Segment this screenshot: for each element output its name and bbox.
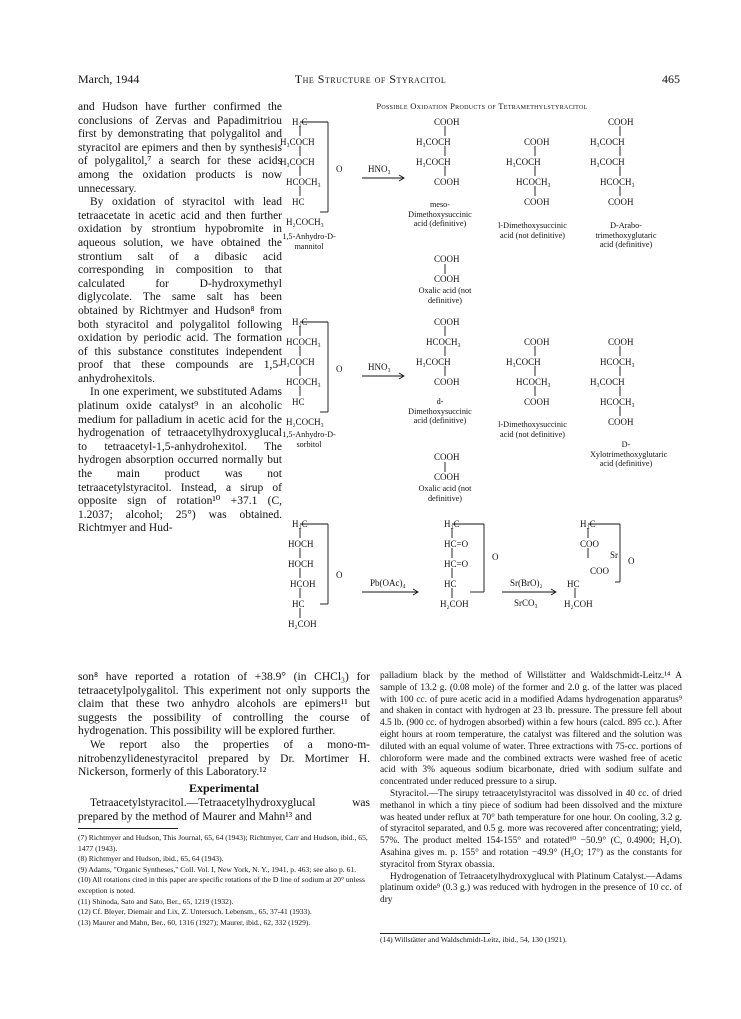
svg-text:COO: COO xyxy=(590,566,610,576)
footnote: (12) Cf. Bleyer, Diemair and Lix, Z. Untersuch. Lebensm., 65, 37-41 (1933). xyxy=(78,907,312,917)
svg-text:HC=O: HC=O xyxy=(444,559,469,569)
svg-text:HCOCH₃: HCOCH₃ xyxy=(286,337,321,347)
svg-text:H₃COCH: H₃COCH xyxy=(506,357,541,367)
svg-text:O: O xyxy=(628,556,635,566)
compound-label: meso-Dimethoxysuccinic acid (definitive) xyxy=(408,200,472,228)
svg-text:H₂C: H₂C xyxy=(292,519,308,529)
paragraph: Styracitol.—The sirupy tetraacetylstyracitol was dissolved in 40 cc. of dried methanol in which a tiny piece of sodium had been dissolved and the mixture was heated under reflux at 70° bath temperature for one hour. On cooling, 3.2 g. of styracitol separated, and 0.5 g. more was recovered after concentrating; yield, 57%. The product melted 154-155° and rotated¹⁰ −50.9° (C, 0.4900; H₂O). Asahina gives m. p. 155° and rotation −49.9° (H₂O; 17°) as the constants for styracitol from Styrax obassia. xyxy=(380,788,682,870)
svg-text:COOH: COOH xyxy=(434,472,460,482)
svg-text:HCOCH₃: HCOCH₃ xyxy=(516,377,551,387)
svg-text:H₂C: H₂C xyxy=(292,117,308,127)
svg-text:COOH: COOH xyxy=(524,197,550,207)
compound-label: l-Dimethoxysuccinic acid (not definitive) xyxy=(498,420,567,439)
svg-text:HC: HC xyxy=(444,579,457,589)
svg-text:COOH: COOH xyxy=(434,254,460,264)
footnote-rule xyxy=(78,828,178,829)
svg-text:H₃COCH: H₃COCH xyxy=(590,377,625,387)
running-header-title: The Structure of Styracitol xyxy=(294,72,447,86)
svg-text:COOH: COOH xyxy=(608,337,634,347)
svg-text:H₃COCH: H₃COCH xyxy=(590,157,625,167)
running-header-date: March, 1944 xyxy=(78,72,140,86)
footnote: (14) Willstätter and Waldschmidt-Leitz, ibid., 54, 130 (1921). xyxy=(380,935,567,944)
svg-text:HC: HC xyxy=(292,197,305,207)
paragraph: In one experiment, we substituted Adams platinum oxide catalyst⁹ in an alcoholic medium for palladium in acetic acid for the hydrogenation of tetraacetylhydroxyglucal to tetraacetyl-1,5-anhydrohexitol. The hydrogen absorption occurred normally but the main product was not tetraacetylstyracitol. Instead, a sirup of opposite sign of rotation¹⁰ +37.1 (C, 1.2037; alcohol; 25°) was obtained. Richtmyer and Hud- xyxy=(78,386,282,535)
reagent-label: SrCO₃ xyxy=(514,598,538,608)
paragraph: Hydrogenation of Tetraacetylhydroxyglucal with Platinum Catalyst.—Adams platinum oxide⁹ (0.3 g.) was reduced with hydrogen in the presence of 10 cc. of dry xyxy=(380,871,682,906)
svg-text:HCOCH₃: HCOCH₃ xyxy=(426,337,461,347)
svg-text:H₃COCH: H₃COCH xyxy=(280,137,315,147)
footnote: (7) Richtmyer and Hudson, This Journal, 65, 64 (1943); Richtmyer, Carr and Hudson, ibid., 65, 1477 (1943). xyxy=(78,833,368,853)
svg-text:COOH: COOH xyxy=(434,117,460,127)
svg-text:H₃COCH: H₃COCH xyxy=(280,157,315,167)
svg-text:HCOH: HCOH xyxy=(290,579,316,589)
footnote: (13) Maurer and Mahn, Ber., 60, 1316 (1927); Maurer, ibid., 62, 332 (1929). xyxy=(78,917,311,927)
svg-text:H₂COCH₃: H₂COCH₃ xyxy=(286,417,324,427)
reagent-label: Sr(BrO)₂ xyxy=(510,578,543,588)
svg-text:H₃COCH: H₃COCH xyxy=(506,157,541,167)
footnote: (8) Richtmyer and Hudson, ibid., 65, 64 (1943). xyxy=(78,854,224,864)
paragraph: We report also the properties of a mono-m-nitrobenzylidenestyracitol prepared by Dr. Mortimer H. Nickerson, formerly of this Laboratory.¹² xyxy=(78,738,370,779)
svg-text:COO: COO xyxy=(580,539,600,549)
compound-label: Oxalic acid (not definitive) xyxy=(418,286,472,305)
paragraph: and Hudson have further confirmed the conclusions of Zervas and Papadimitriou first by demonstrating that polygalitol and styracitol are epimers and then by synthesis of polygalitol,⁷ a search for these acids among the oxidation products is now unnecessary. xyxy=(78,101,282,195)
svg-text:COOH: COOH xyxy=(524,137,550,147)
svg-text:COOH: COOH xyxy=(434,377,460,387)
svg-text:HCOCH₃: HCOCH₃ xyxy=(286,377,321,387)
svg-text:HCOCH₃: HCOCH₃ xyxy=(600,357,635,367)
right-body-text xyxy=(380,671,682,907)
svg-text:Sr: Sr xyxy=(610,550,619,560)
oxidation-scheme xyxy=(270,112,690,657)
svg-text:COOH: COOH xyxy=(608,417,634,427)
svg-text:HCOCH₃: HCOCH₃ xyxy=(600,177,635,187)
svg-text:HOCH: HOCH xyxy=(288,539,314,549)
compound-label: 1,5-Anhydro-D-mannitol xyxy=(282,232,336,251)
svg-text:O: O xyxy=(336,570,343,580)
svg-text:HCOCH₃: HCOCH₃ xyxy=(286,177,321,187)
compound-label: D-Arabo-trimethoxyglutaric acid (definitive) xyxy=(595,221,657,249)
svg-text:H₂C: H₂C xyxy=(444,519,460,529)
section-heading: Experimental xyxy=(189,780,259,795)
svg-text:HC: HC xyxy=(292,397,305,407)
paragraph: palladium black by the method of Willstätter and Waldschmidt-Leitz.¹⁴ A sample of 13.2 g. (0.08 mole) of the former and 2.0 g. of the latter was placed with 100 cc. of pure acetic acid in a modified Adams hydrogenation apparatus⁹ and shaken in contact with hydrogen at 23 lb. pressure. The pressure fell about 4.5 lb. (900 cc. of hydrogen absorbed) within a few hours (calcd. 895 cc.). After eight hours at room temperature, the catalyst was filtered and the solution was diluted with an equal volume of water. Three extractions with 75-cc. portions of chloroform were made and the combined extracts were washed free of acetic acid with 3% aqueous sodium bicarbonate, dried with sodium sulfate and concentrated under reduced pressure to a sirup. xyxy=(380,671,682,788)
svg-text:H₃COCH: H₃COCH xyxy=(416,357,451,367)
svg-text:HOCH: HOCH xyxy=(288,559,314,569)
svg-text:COOH: COOH xyxy=(434,452,460,462)
compound-label: l-Dimethoxysuccinic acid (not definitive) xyxy=(498,221,567,240)
compound-label: 1,5-Anhydro-D-sorbitol xyxy=(282,430,336,449)
paragraph: By oxidation of styracitol with lead tetraacetate in acetic acid and then further oxidation by strontium hypobromite in aqueous solution, we have obtained the strontium salt of a dibasic acid corresponding in composition to that calculated for D-hydroxymethyl diglycolate. The same salt has been obtained by Richtmyer and Hudson⁸ from both styracitol and polygalitol following oxidation by periodic acid. The formation of this substance constitutes independent proof that these compounds are 1,5-anhydrohexitols. xyxy=(78,196,282,385)
svg-text:H₃COCH: H₃COCH xyxy=(590,137,625,147)
footnote: (10) All rotations cited in this paper are specific rotations of the D line of sodium at 20° unless exception is noted. xyxy=(78,875,365,895)
svg-text:H₂COH: H₂COH xyxy=(564,599,593,609)
svg-text:COOH: COOH xyxy=(434,177,460,187)
compound-label: D-Xylotrimethoxyglutaric acid (definitive) xyxy=(590,440,668,468)
reagent-label: HNO₃ xyxy=(368,164,391,174)
paragraph: son⁸ have reported a rotation of +38.9° (in CHCl₃) for tetraacetylpolygalitol. This experiment not only supports the claim that these two anhydro alcohols are epimers¹¹ but suggests the possibility of controlling the course of hydrogenation. This possibility will be explored further. xyxy=(78,671,370,738)
svg-text:COOH: COOH xyxy=(524,337,550,347)
reagent-label: HNO₃ xyxy=(368,362,391,372)
left-body-text xyxy=(78,671,370,825)
svg-text:HC: HC xyxy=(292,599,305,609)
svg-text:H₂C: H₂C xyxy=(292,317,308,327)
svg-text:H₃COCH: H₃COCH xyxy=(280,357,315,367)
figure-title: Possible Oxidation Products of Tetramethylstyracitol xyxy=(376,101,588,111)
paragraph: Tetraacetylstyracitol.—Tetraacetylhydroxyglucal was prepared by the method of Maurer and Mahn¹³ and xyxy=(78,797,370,823)
svg-text:HC=O: HC=O xyxy=(444,539,469,549)
svg-text:H₂COH: H₂COH xyxy=(440,599,469,609)
footnotes-left xyxy=(78,833,370,928)
compound-label: Oxalic acid (not definitive) xyxy=(418,484,472,503)
svg-text:H₃COCH: H₃COCH xyxy=(416,157,451,167)
footnote-rule xyxy=(380,933,490,934)
svg-text:HC: HC xyxy=(567,579,580,589)
footnote: (9) Adams, "Organic Syntheses," Coll. Vol. I, New York, N. Y., 1941, p. 463; see also p. 61. xyxy=(78,864,357,874)
left-column-text xyxy=(78,101,282,536)
svg-text:COOH: COOH xyxy=(608,197,634,207)
svg-text:O: O xyxy=(492,552,499,562)
svg-text:COOH: COOH xyxy=(434,317,460,327)
svg-text:O: O xyxy=(336,364,343,374)
svg-text:H₂COCH₃: H₂COCH₃ xyxy=(286,217,324,227)
svg-text:H₂COH: H₂COH xyxy=(288,619,317,629)
compound-label: d-Dimethoxysuccinic acid (definitive) xyxy=(408,397,472,425)
svg-text:HCOCH₃: HCOCH₃ xyxy=(516,177,551,187)
svg-text:O: O xyxy=(336,164,343,174)
page-number: 465 xyxy=(662,72,680,86)
svg-text:COOH: COOH xyxy=(524,397,550,407)
footnote: (11) Shinoda, Sato and Sato, Ber., 65, 1219 (1932). xyxy=(78,896,234,906)
svg-text:COOH: COOH xyxy=(608,117,634,127)
svg-text:H₂C: H₂C xyxy=(580,519,596,529)
svg-text:HCOCH₃: HCOCH₃ xyxy=(600,397,635,407)
svg-text:H₃COCH: H₃COCH xyxy=(416,137,451,147)
reagent-label: Pb(OAc)₄ xyxy=(370,578,406,588)
svg-text:COOH: COOH xyxy=(434,274,460,284)
